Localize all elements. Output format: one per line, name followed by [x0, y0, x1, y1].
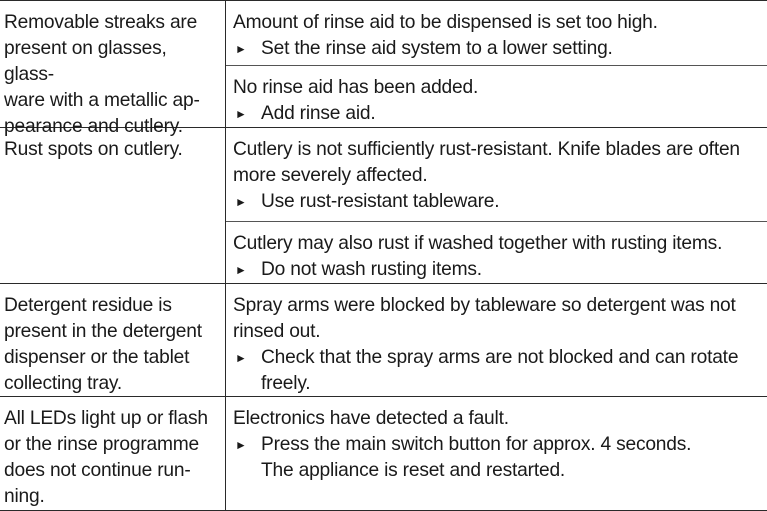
remedy-text: Press the main switch button for approx. 4 seconds. The appliance is reset and restarted.	[261, 434, 692, 481]
table-row	[0, 284, 767, 397]
remedy-text: Add rinse aid.	[261, 103, 376, 124]
cause-block	[226, 221, 767, 283]
problem-cell: Removable streaks are present on glasses, glass- ware with a metallic ap- pearance and cutlery.	[0, 1, 226, 127]
remedy-line	[233, 257, 761, 283]
remedy-text: Set the rinse aid system to a lower setting.	[261, 38, 613, 59]
triangle-bullet-icon: ►	[235, 351, 247, 365]
triangle-bullet-icon: ►	[235, 195, 247, 209]
cause-text: Cutlery is not sufficiently rust-resistant. Knife blades are often more severely affected.	[233, 139, 740, 186]
triangle-bullet-icon: ►	[235, 107, 247, 121]
problem-cell: Rust spots on cutlery.	[0, 128, 226, 283]
remedy-line	[233, 345, 761, 397]
remedy-text: Use rust-resistant tableware.	[261, 191, 500, 212]
remedy-line	[233, 432, 761, 484]
cause-block	[226, 1, 767, 65]
remedy-text: Check that the spray arms are not blocked and can rotate freely.	[261, 347, 739, 394]
remedy-line	[233, 189, 761, 215]
table-row	[0, 128, 767, 284]
cause-block	[226, 128, 767, 221]
cause-remedy-cell	[226, 1, 767, 127]
cause-block	[226, 65, 767, 127]
cause-text: No rinse aid has been added.	[233, 77, 479, 98]
cause-remedy-cell	[226, 284, 767, 396]
cause-block	[226, 397, 767, 484]
cause-block	[226, 284, 767, 397]
table-row	[0, 397, 767, 511]
cause-text: Spray arms were blocked by tableware so detergent was not rinsed out.	[233, 295, 736, 342]
remedy-line	[233, 101, 761, 127]
cause-text: Amount of rinse aid to be dispensed is set too high.	[233, 12, 658, 33]
triangle-bullet-icon: ►	[235, 438, 247, 452]
remedy-text: Do not wash rusting items.	[261, 259, 482, 280]
problem-cell: All LEDs light up or flash or the rinse programme does not continue run- ning.	[0, 397, 226, 510]
triangle-bullet-icon: ►	[235, 263, 247, 277]
triangle-bullet-icon: ►	[235, 42, 247, 56]
cause-remedy-cell	[226, 128, 767, 283]
cause-remedy-cell	[226, 397, 767, 510]
table-row	[0, 1, 767, 137]
cause-text: Cutlery may also rust if washed together with rusting items.	[233, 233, 723, 254]
problem-cell: Detergent residue is present in the detergent dispenser or the tablet collecting tray.	[0, 284, 226, 396]
remedy-line	[233, 36, 761, 62]
cause-text: Electronics have detected a fault.	[233, 408, 509, 429]
